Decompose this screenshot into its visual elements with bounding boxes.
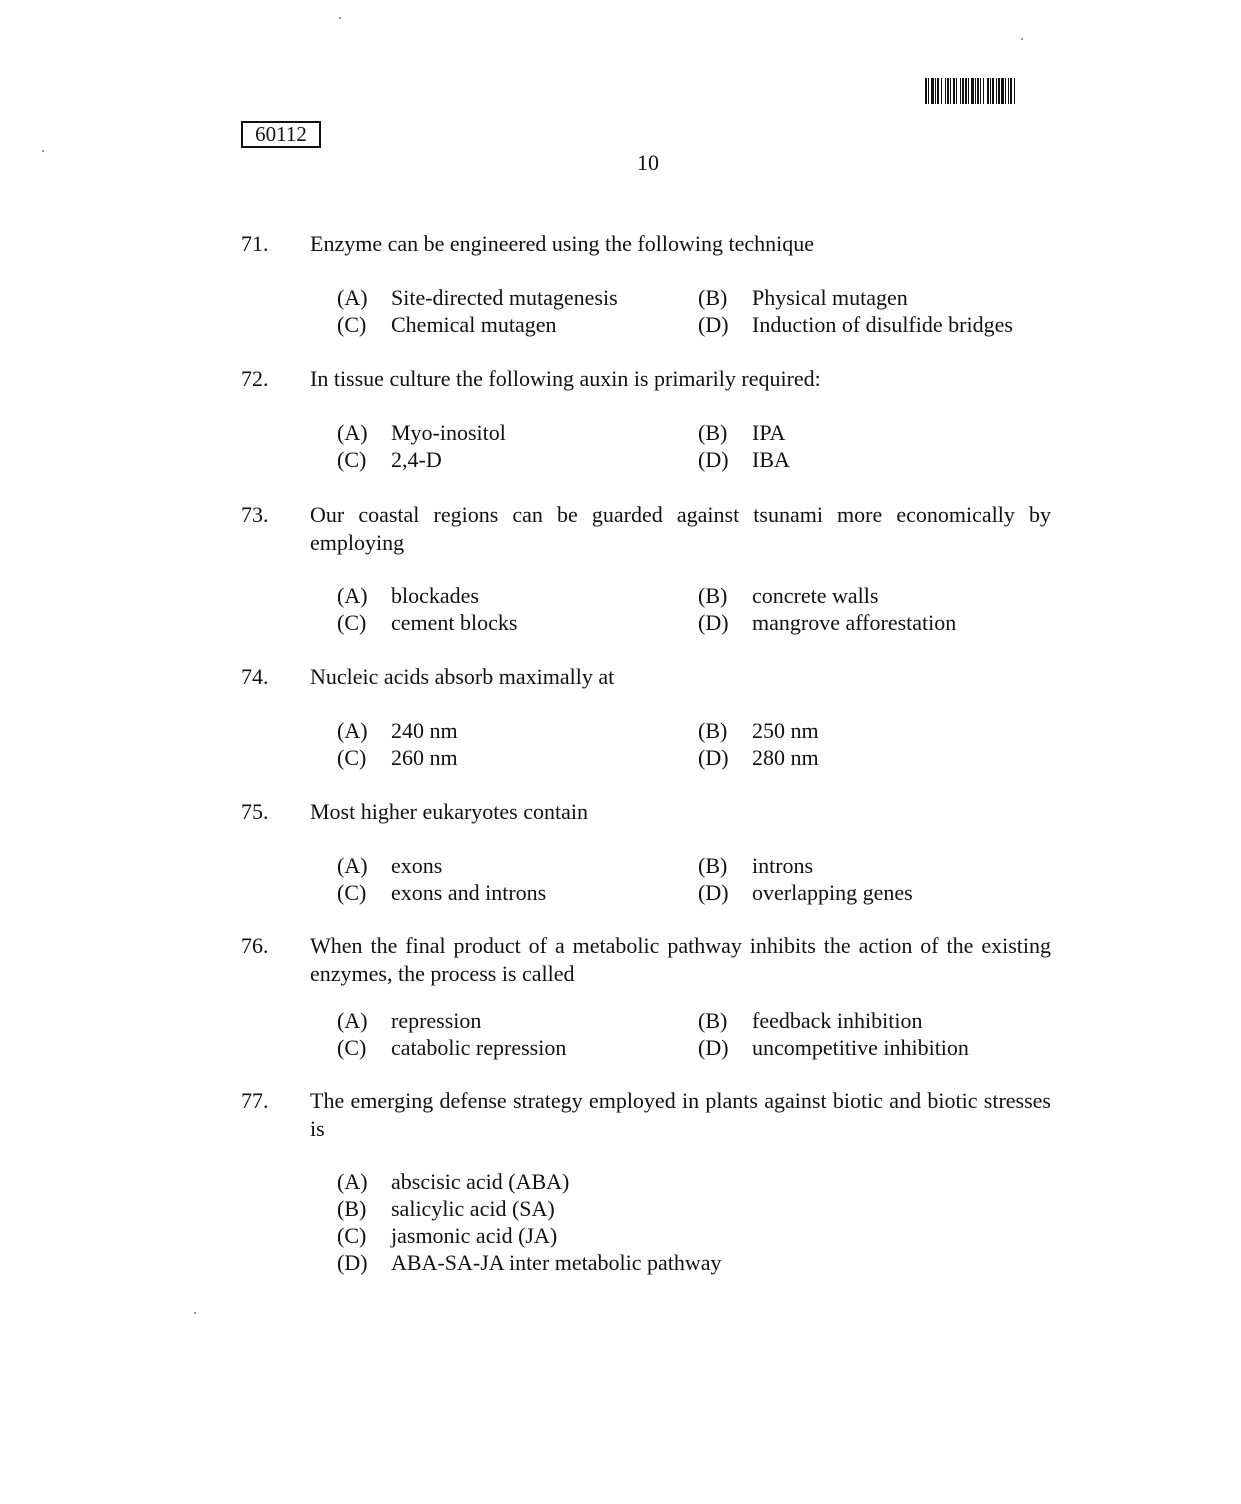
question-number: 76. xyxy=(241,933,269,958)
option-a: (A) abscisic acid (ABA) xyxy=(337,1169,570,1194)
option-b: (B) feedback inhibition xyxy=(698,1008,923,1033)
option-c: (C) exons and introns xyxy=(337,880,547,905)
option-b: (B) salicylic acid (SA) xyxy=(337,1196,555,1221)
option-b: (B) concrete walls xyxy=(698,583,879,608)
scan-speck xyxy=(339,17,341,19)
option-a: (A) exons xyxy=(337,853,443,878)
option-d: (D) 280 nm xyxy=(698,745,819,770)
question-number: 75. xyxy=(241,799,269,824)
question-text: The emerging defense strategy employed in plants against biotic and biotic stresses is xyxy=(310,1088,1051,1141)
page-number: 10 xyxy=(637,150,659,175)
option-c: (C) 2,4-D xyxy=(337,447,442,472)
option-b: (B) 250 nm xyxy=(698,718,819,743)
question-text: In tissue culture the following auxin is primarily required: xyxy=(310,366,821,391)
option-d: (D) overlapping genes xyxy=(698,880,913,905)
scan-speck xyxy=(1021,38,1023,40)
question-text: Our coastal regions can be guarded against tsunami more economically by employing xyxy=(310,502,1051,555)
option-d: (D) mangrove afforestation xyxy=(698,610,957,635)
question-number: 73. xyxy=(241,502,269,527)
question-number: 77. xyxy=(241,1088,269,1113)
option-c: (C) Chemical mutagen xyxy=(337,312,557,337)
question-text: Enzyme can be engineered using the following technique xyxy=(310,231,814,256)
question-text: Most higher eukaryotes contain xyxy=(310,799,588,824)
option-b: (B) introns xyxy=(698,853,814,878)
scan-speck xyxy=(194,1312,196,1314)
option-d: (D) IBA xyxy=(698,447,790,472)
question-number: 71. xyxy=(241,231,269,256)
option-d: (D) Induction of disulfide bridges xyxy=(698,312,1013,337)
option-c: (C) catabolic repression xyxy=(337,1035,567,1060)
barcode xyxy=(925,78,1083,104)
question-number: 72. xyxy=(241,366,269,391)
option-a: (A) 240 nm xyxy=(337,718,458,743)
option-a: (A) Myo-inositol xyxy=(337,420,506,445)
question-text: Nucleic acids absorb maximally at xyxy=(310,664,615,689)
option-b: (B) IPA xyxy=(698,420,786,445)
scan-speck xyxy=(42,150,44,152)
option-d: (D) ABA-SA-JA inter metabolic pathway xyxy=(337,1250,722,1275)
option-a: (A) blockades xyxy=(337,583,479,608)
question-text: When the final product of a metabolic pathway inhibits the action of the existing enzymes, the process is called xyxy=(310,933,1051,986)
option-d: (D) uncompetitive inhibition xyxy=(698,1035,969,1060)
option-c: (C) cement blocks xyxy=(337,610,518,635)
option-c: (C) jasmonic acid (JA) xyxy=(337,1223,558,1248)
option-b: (B) Physical mutagen xyxy=(698,285,908,310)
option-a: (A) Site-directed mutagenesis xyxy=(337,285,618,310)
question-number: 74. xyxy=(241,664,269,689)
paper-code-box: 60112 xyxy=(241,121,321,148)
option-c: (C) 260 nm xyxy=(337,745,458,770)
option-a: (A) repression xyxy=(337,1008,482,1033)
